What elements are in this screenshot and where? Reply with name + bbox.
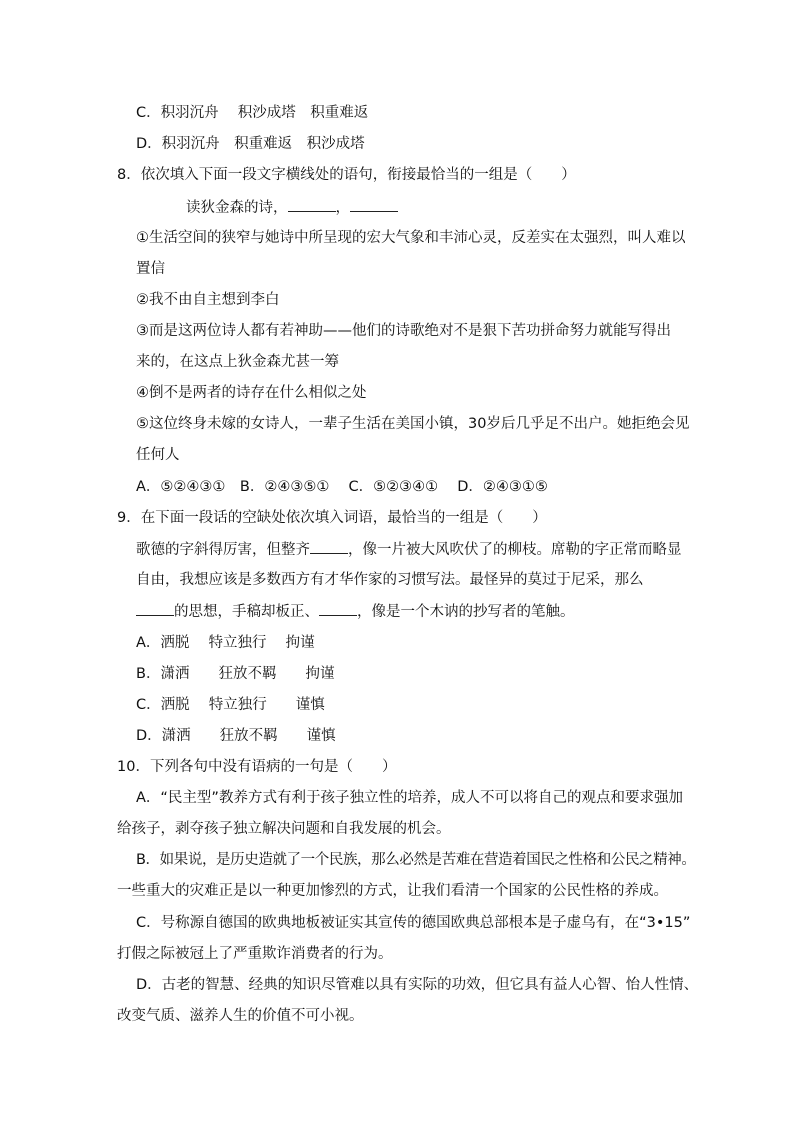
- q8-lead-sentence: [186, 197, 398, 218]
- q8-sentence-1-line-1: ①生活空间的狭窄与她诗中所呈现的宏大气象和丰沛心灵，反差实在太强烈，叫人难以: [136, 230, 686, 246]
- q10-option-c-line-2: 打假之际被冠上了严重欺诈消费者的行为。: [117, 946, 393, 962]
- q9-text-3: 的思想，手稿却板正、: [174, 604, 319, 620]
- q8-blank-2: [350, 197, 398, 212]
- q9-blank-3: [319, 601, 357, 616]
- q10-option-d-line-2: 改变气质、滋养人生的价值不可小视。: [117, 1008, 364, 1024]
- q9-option-d: D．潇洒 狂放不羁 谨慎: [136, 728, 336, 744]
- q9-paragraph-line-2: 自由，我想应该是多数西方有才华作家的习惯写法。最怪异的莫过于尼采，那么: [136, 572, 644, 588]
- q9-option-c: C．洒脱 特立独行 谨慎: [136, 697, 325, 713]
- q9-blank-2: [136, 601, 174, 616]
- q9-option-a: A．洒脱 特立独行 拘谨: [136, 635, 315, 651]
- q9-option-b: B．潇洒 狂放不羁 拘谨: [136, 666, 335, 682]
- q8-sentence-4: ④倒不是两者的诗存在什么相似之处: [136, 385, 367, 401]
- q10-stem: 10．下列各句中没有语病的一句是（ ）: [117, 759, 397, 775]
- q8-blank-1: [288, 197, 336, 212]
- q10-option-b-line-2: 一些重大的灾难正是以一种更加惨烈的方式，让我们看清一个国家的公民性格的养成。: [117, 883, 668, 899]
- q10-option-d-line-1: D．古老的智慧、经典的知识尽管难以具有实际的功效，但它具有益人心智、怡人性情、: [136, 977, 699, 993]
- q9-stem: 9．在下面一段话的空缺处依次填入词语，最恰当的一组是（ ）: [117, 510, 547, 526]
- q9-blank-1: [310, 539, 348, 554]
- q7-option-d: D．积羽沉舟 积重难返 积沙成塔: [136, 136, 365, 152]
- q8-sentence-3-line-1: ③而是这两位诗人都有若神助——他们的诗歌绝对不是狠下苦功拼命努力就能写得出: [136, 323, 671, 339]
- q8-sentence-5-line-1: ⑤这位终身未嫁的女诗人，一辈子生活在美国小镇，30岁后几乎足不出户。她拒绝会见: [136, 416, 690, 432]
- q8-lead-prefix: 读狄金森的诗，: [186, 200, 288, 216]
- q9-paragraph-line-1: [136, 539, 682, 560]
- q9-text-2: ，像一片被大风吹伏了的柳枝。席勒的字正常而略显: [348, 542, 682, 558]
- q7-option-c: C．积羽沉舟 积沙成塔 积重难返: [136, 105, 369, 121]
- q10-option-a-line-1: A．“民主型”教养方式有利于孩子独立性的培养，成人不可以将自己的观点和要求强加: [136, 790, 683, 806]
- q8-options: A．⑤②④③① B．②④③⑤① C．⑤②③④① D．②④③①⑤: [136, 479, 548, 495]
- q8-sentence-5-line-2: 任何人: [136, 447, 180, 463]
- q10-option-a-line-2: 给孩子，剥夺孩子独立解决问题和自我发展的机会。: [117, 821, 451, 837]
- q8-sentence-3-line-2: 来的，在这点上狄金森尤甚一筹: [136, 354, 339, 370]
- q8-stem: 8．依次填入下面一段文字横线处的语句，衔接最恰当的一组是（ ）: [117, 167, 576, 183]
- q9-text-4: ，像是一个木讷的抄写者的笔触。: [357, 604, 575, 620]
- q9-text-1: 歌德的字斜得厉害，但整齐: [136, 542, 310, 558]
- q10-option-c-line-1: C．号称源自德国的欧典地板被证实其宣传的德国欧典总部根本是子虚乌有，在“3•15”: [136, 915, 691, 931]
- q8-lead-sep: ，: [335, 200, 350, 216]
- q8-sentence-1-line-2: 置信: [136, 261, 165, 277]
- q10-option-b-line-1: B．如果说，是历史造就了一个民族，那么必然是苦难在营造着国民之性格和公民之精神。: [136, 852, 696, 868]
- q8-sentence-2: ②我不由自主想到李白: [136, 292, 280, 308]
- q9-paragraph-line-3: [136, 601, 575, 622]
